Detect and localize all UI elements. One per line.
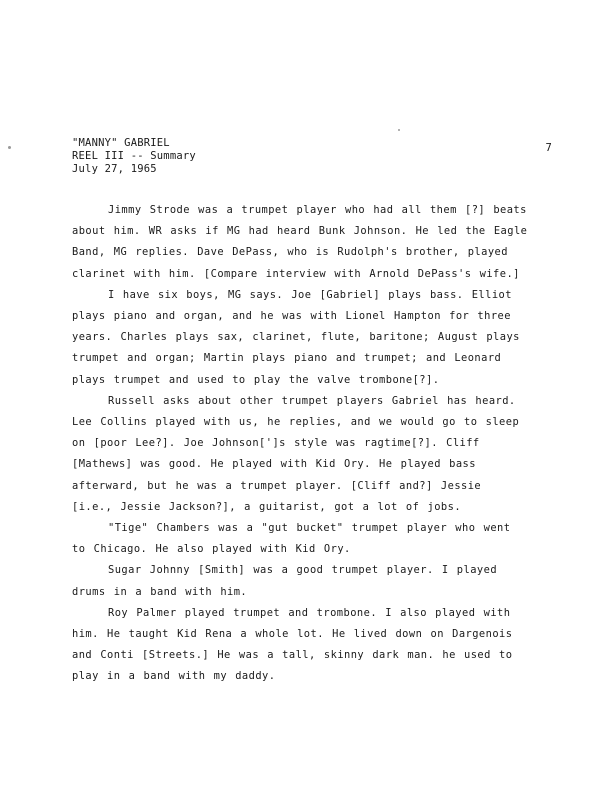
text-line: plays trumpet and used to play the valve trombone[?]. [72,373,440,386]
text-line: trumpet and organ; Martin plays piano and trumpet; and Leonard [72,352,502,365]
text-line: to Chicago. He also played with Kid Ory. [72,543,351,556]
summary-body [72,200,546,688]
text-line: about him. WR asks if MG had heard Bunk Johnson. He led the Eagle [72,225,528,238]
reel-label: REEL III -- Summary [72,150,196,162]
text-line: drums in a band with him. [72,585,248,598]
text-line: "Tige" Chambers was a "gut bucket" trumpet player who went [108,522,511,535]
interviewee-name: "MANNY" GABRIEL [72,137,170,149]
text-line: Sugar Johnny [Smith] was a good trumpet player. I played [108,564,498,577]
text-line: afterward, but he was a trumpet player. [Cliff and?] Jessie [72,479,482,492]
text-line: on [poor Lee?]. Joe Johnson[']s style was ragtime[?]. Cliff [72,437,480,450]
text-line: I have six boys, MG says. Joe [Gabriel] plays bass. Elliot [108,288,512,301]
text-line: and Conti [Streets.] He was a tall, skinny dark man. he used to [72,649,513,662]
text-line: [i.e., Jessie Jackson?], a guitarist, got a lot of jobs. [72,500,462,513]
text-line: him. He taught Kid Rena a whole lot. He lived down on Dargenois [72,628,513,641]
interview-date: July 27, 1965 [72,163,157,175]
document-header [72,137,552,176]
text-line: clarinet with him. [Compare interview with Arnold DePass's wife.] [72,267,520,280]
text-line: Roy Palmer played trumpet and trombone. I also played with [108,606,511,619]
text-line: play in a band with my daddy. [72,670,276,683]
text-line: Band, MG replies. Dave DePass, who is Rudolph's brother, played [72,246,508,259]
text-line: [Mathews] was good. He played with Kid Ory. He played bass [72,458,476,471]
text-line: Russell asks about other trumpet players Gabriel has heard. [108,394,516,407]
text-line: plays piano and organ, and he was with Lionel Hampton for three [72,310,511,323]
text-line: Jimmy Strode was a trumpet player who had all them [?] beats [108,204,527,216]
text-line: years. Charles plays sax, clarinet, flute, baritone; August plays [72,331,520,344]
scan-speck [398,129,400,131]
scan-speck [8,146,11,149]
text-line: Lee Collins played with us, he replies, and we would go to sleep [72,416,520,429]
page-number: 7 [545,142,552,154]
